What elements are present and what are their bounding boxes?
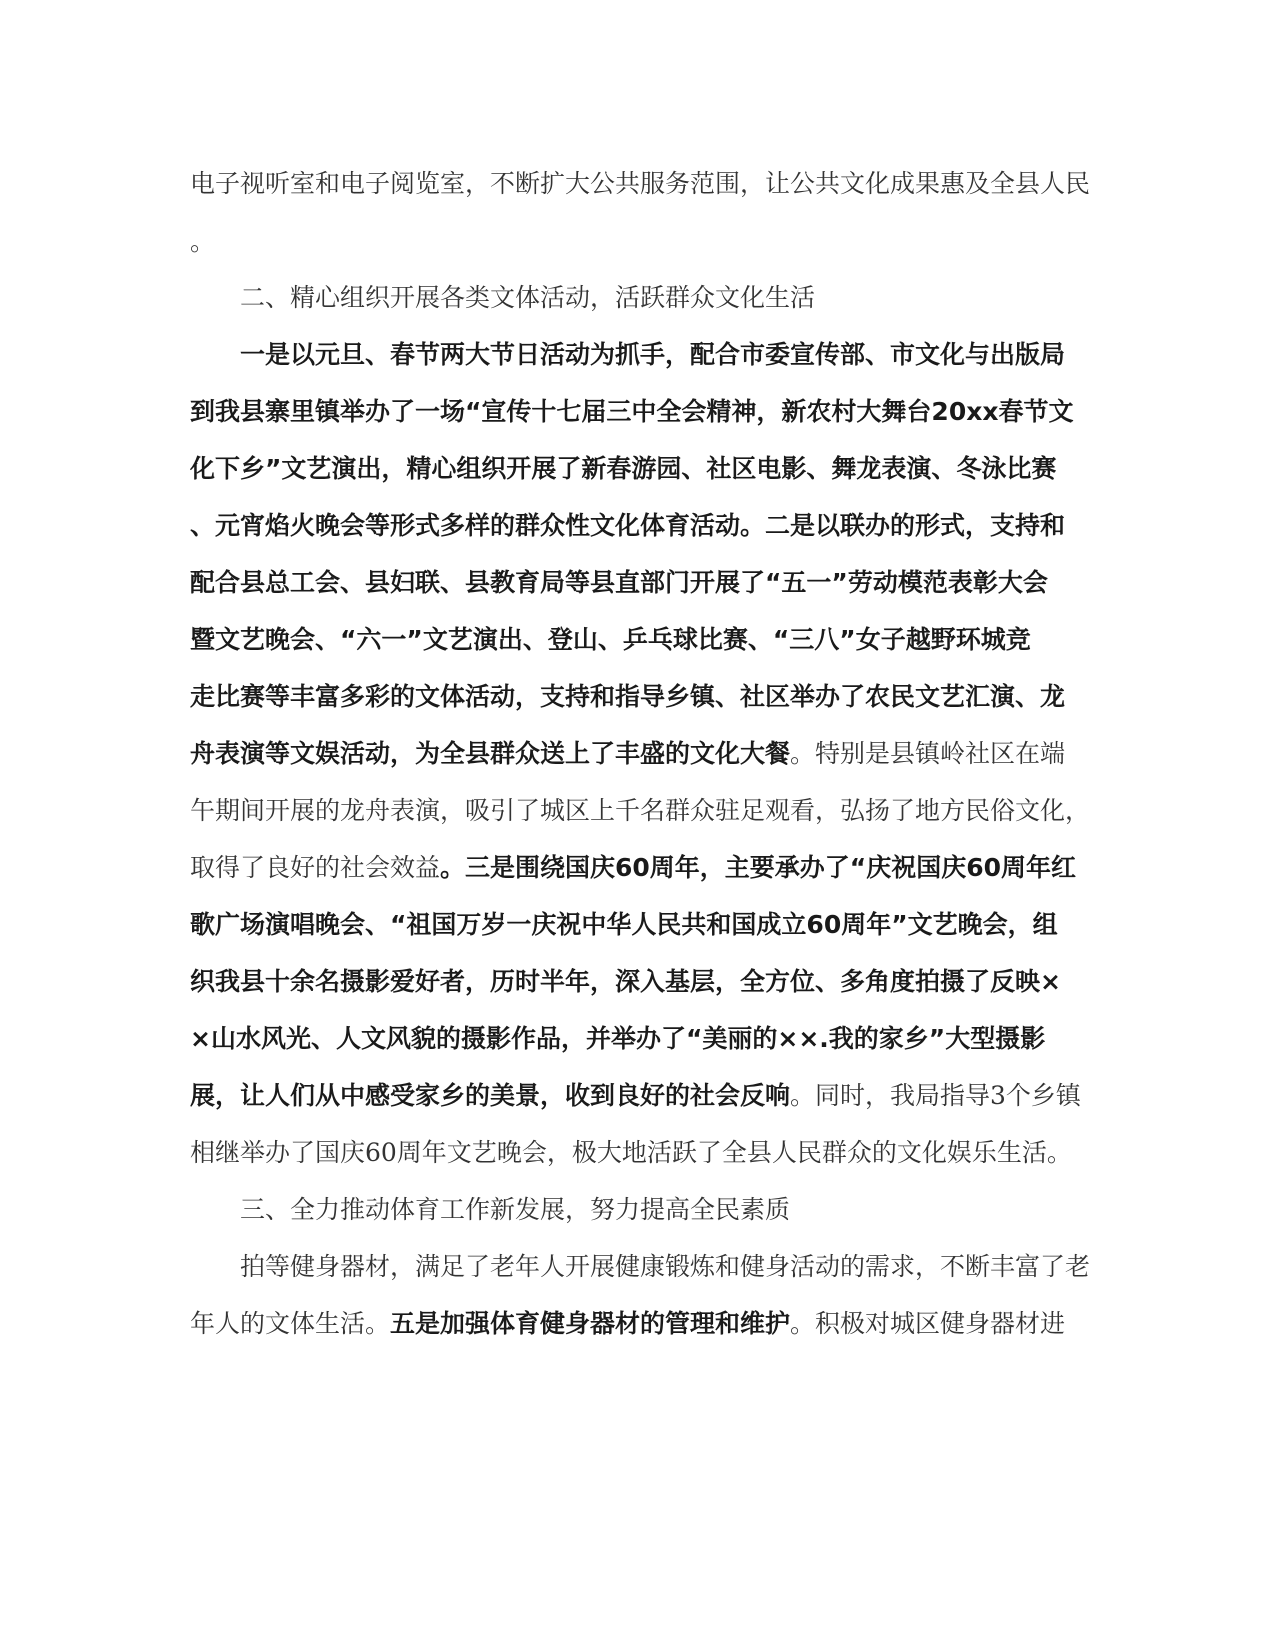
text-line — [190, 506, 1110, 546]
text-line — [190, 677, 1110, 717]
text-line — [190, 1133, 1110, 1173]
text-segment: 拍等健身器材，满足了老年人开展健康锻炼和健身活动的需求，不断丰富了老 — [240, 1252, 1091, 1281]
text-line — [240, 335, 1110, 375]
text-segment: 配合县总工会、县妇联、县教育局等县直部门开展了“五一”劳动模范表彰大会 — [190, 568, 1048, 597]
text-segment: 、元宵焰火晚会等形式多样的群众性文化体育活动。二是以联办的形式，支持和 — [190, 511, 1066, 540]
text-line — [240, 1247, 1110, 1287]
text-segment: 五是加强体育健身器材的管理和维护 — [390, 1309, 791, 1338]
text-line — [190, 791, 1110, 831]
section-heading — [240, 278, 1110, 318]
text-line — [190, 848, 1110, 888]
text-segment: 。积极对城区健身器材进 — [790, 1309, 1066, 1338]
text-segment: 电子视听室和电子阅览室，不断扩大公共服务范围，让公共文化成果惠及全县人民 — [190, 169, 1091, 198]
text-line — [190, 905, 1110, 945]
text-segment: 展，让人们从中感受家乡的美景，收到良好的社会反响 — [190, 1081, 791, 1110]
text-segment: 三、全力推动体育工作新发展，努力提高全民素质 — [240, 1195, 791, 1224]
text-segment: 。特别是县镇岭社区在端 — [790, 739, 1066, 768]
text-line — [190, 1304, 1110, 1344]
text-segment: 年人的文体生活。 — [190, 1309, 391, 1338]
text-line — [190, 449, 1110, 489]
text-segment: 相继举办了国庆60周年文艺晚会，极大地活跃了全县人民群众的文化娱乐生活。 — [190, 1138, 1072, 1167]
text-segment: 。同时，我局指导3个乡镇 — [790, 1081, 1081, 1110]
section-heading — [240, 1190, 1110, 1230]
text-line — [190, 962, 1110, 1002]
text-line — [190, 620, 1110, 660]
text-segment: 取得了良好的社会效益 — [190, 853, 441, 882]
text-line — [190, 1076, 1110, 1116]
text-segment: 歌广场演唱晚会、“祖国万岁一庆祝中华人民共和国成立60周年”文艺晚会，组 — [190, 910, 1058, 939]
text-line — [190, 734, 1110, 774]
text-segment: 二、精心组织开展各类文体活动，活跃群众文化生活 — [240, 283, 816, 312]
text-segment: 午期间开展的龙舟表演，吸引了城区上千名群众驻足观看，弘扬了地方民俗文化， — [190, 796, 1091, 825]
text-line — [190, 1019, 1110, 1059]
text-line — [190, 392, 1110, 432]
text-segment: 走比赛等丰富多彩的文体活动，支持和指导乡镇、社区举办了农民文艺汇演、龙 — [190, 682, 1066, 711]
text-segment: 化下乡”文艺演出，精心组织开展了新春游园、社区电影、舞龙表演、冬泳比赛 — [190, 454, 1057, 483]
text-line — [190, 222, 1110, 262]
text-line — [190, 563, 1110, 603]
text-segment: 。 — [190, 227, 216, 256]
text-segment: 。三是围绕国庆60周年，主要承办了“庆祝国庆60周年红 — [440, 853, 1077, 882]
text-segment: 织我县十余名摄影爱好者，历时半年，深入基层，全方位、多角度拍摄了反映× — [190, 967, 1061, 996]
text-line — [190, 164, 1110, 204]
text-segment: 舟表演等文娱活动，为全县群众送上了丰盛的文化大餐 — [190, 739, 791, 768]
text-segment: 暨文艺晚会、“六一”文艺演出、登山、乒乓球比赛、“三八”女子越野环城竞 — [190, 625, 1031, 654]
text-segment: 到我县寨里镇举办了一场“宣传十七届三中全会精神，新农村大舞台20xx春节文 — [190, 397, 1074, 426]
text-segment: ×山水风光、人文风貌的摄影作品，并举办了“美丽的××.我的家乡”大型摄影 — [190, 1024, 1046, 1053]
text-segment: 一是以元旦、春节两大节日活动为抓手，配合市委宣传部、市文化与出版局 — [240, 340, 1066, 369]
